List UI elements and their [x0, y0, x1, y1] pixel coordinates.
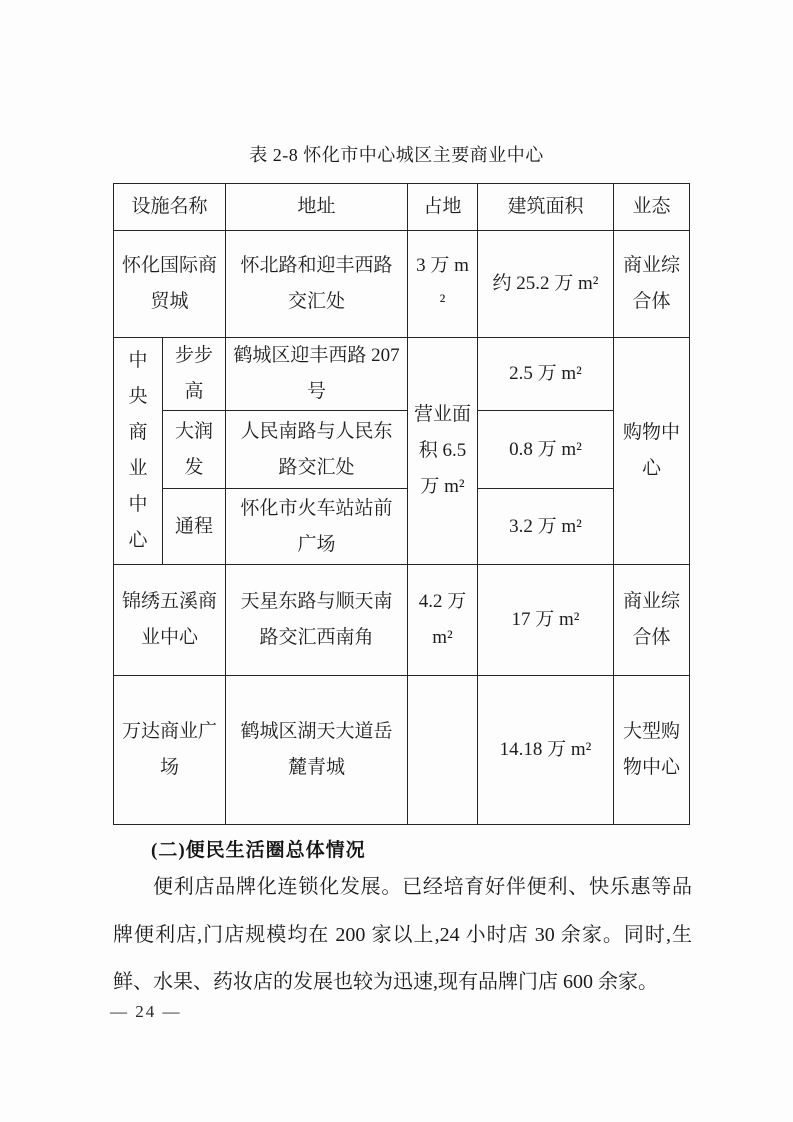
table-caption: 表 2-8 怀化市中心城区主要商业中心	[249, 145, 544, 165]
cell-subfacility-name: 通程	[163, 489, 226, 565]
cell-floor-area: 0.8 万 m²	[478, 411, 614, 489]
table-row-central-tongcheng	[114, 489, 690, 565]
cell-format-central: 购物中心	[614, 338, 690, 565]
table-row-central-darunfa	[114, 411, 690, 489]
cell-address: 人民南路与人民东路交汇处	[226, 411, 408, 489]
table-row-jinxiu	[114, 565, 690, 676]
cell-facility-name: 锦绣五溪商业中心	[114, 565, 226, 676]
cell-land-area: 4.2 万 m²	[408, 565, 478, 676]
cell-subfacility-name: 步步高	[163, 338, 226, 411]
body-paragraph: 便利店品牌化连锁化发展。已经培育好伴便利、快乐惠等品牌便利店,门店规模均在 200 家以上,24 小时店 30 余家。同时,生鲜、水果、药妆店的发展也较为迅速,现有品牌门店 600 余家。	[113, 876, 692, 993]
cell-land-area-central: 营业面积 6.5 万 m²	[408, 338, 478, 565]
cell-subfacility-name: 大润发	[163, 411, 226, 489]
cell-address: 怀北路和迎丰西路交汇处	[226, 231, 408, 338]
cell-facility-name: 万达商业广场	[114, 676, 226, 825]
cell-floor-area: 17 万 m²	[478, 565, 614, 676]
cell-address: 天星东路与顺天南路交汇西南角	[226, 565, 408, 676]
table-row-central-bubugao	[114, 338, 690, 411]
cell-floor-area: 2.5 万 m²	[478, 338, 614, 411]
cell-format: 商业综合体	[614, 231, 690, 338]
cell-floor-area: 约 25.2 万 m²	[478, 231, 614, 338]
column-header-format: 业态	[614, 184, 690, 231]
table-row-wanda	[114, 676, 690, 825]
commercial-centers-table	[113, 183, 690, 825]
column-header-land: 占地	[408, 184, 478, 231]
cell-land-area: 3 万 m²	[408, 231, 478, 338]
cell-floor-area: 3.2 万 m²	[478, 489, 614, 565]
cell-floor-area: 14.18 万 m²	[478, 676, 614, 825]
cell-format: 大型购物中心	[614, 676, 690, 825]
column-header-floor-area: 建筑面积	[478, 184, 614, 231]
column-header-facility: 设施名称	[114, 184, 226, 231]
section-heading: (二)便民生活圈总体情况	[151, 840, 366, 861]
column-header-address: 地址	[226, 184, 408, 231]
table-row-huaihua-intl	[114, 231, 690, 338]
cell-land-area-empty	[408, 676, 478, 825]
cell-facility-name: 怀化国际商贸城	[114, 231, 226, 338]
cell-address: 鹤城区迎丰西路 207 号	[226, 338, 408, 411]
cell-address: 怀化市火车站站前广场	[226, 489, 408, 565]
page-number: — 24 —	[110, 1002, 182, 1021]
cell-address: 鹤城区湖天大道岳麓青城	[226, 676, 408, 825]
cell-facility-name-central: 中央商业中心	[114, 338, 163, 565]
cell-format: 商业综合体	[614, 565, 690, 676]
table-header-row	[114, 184, 690, 231]
